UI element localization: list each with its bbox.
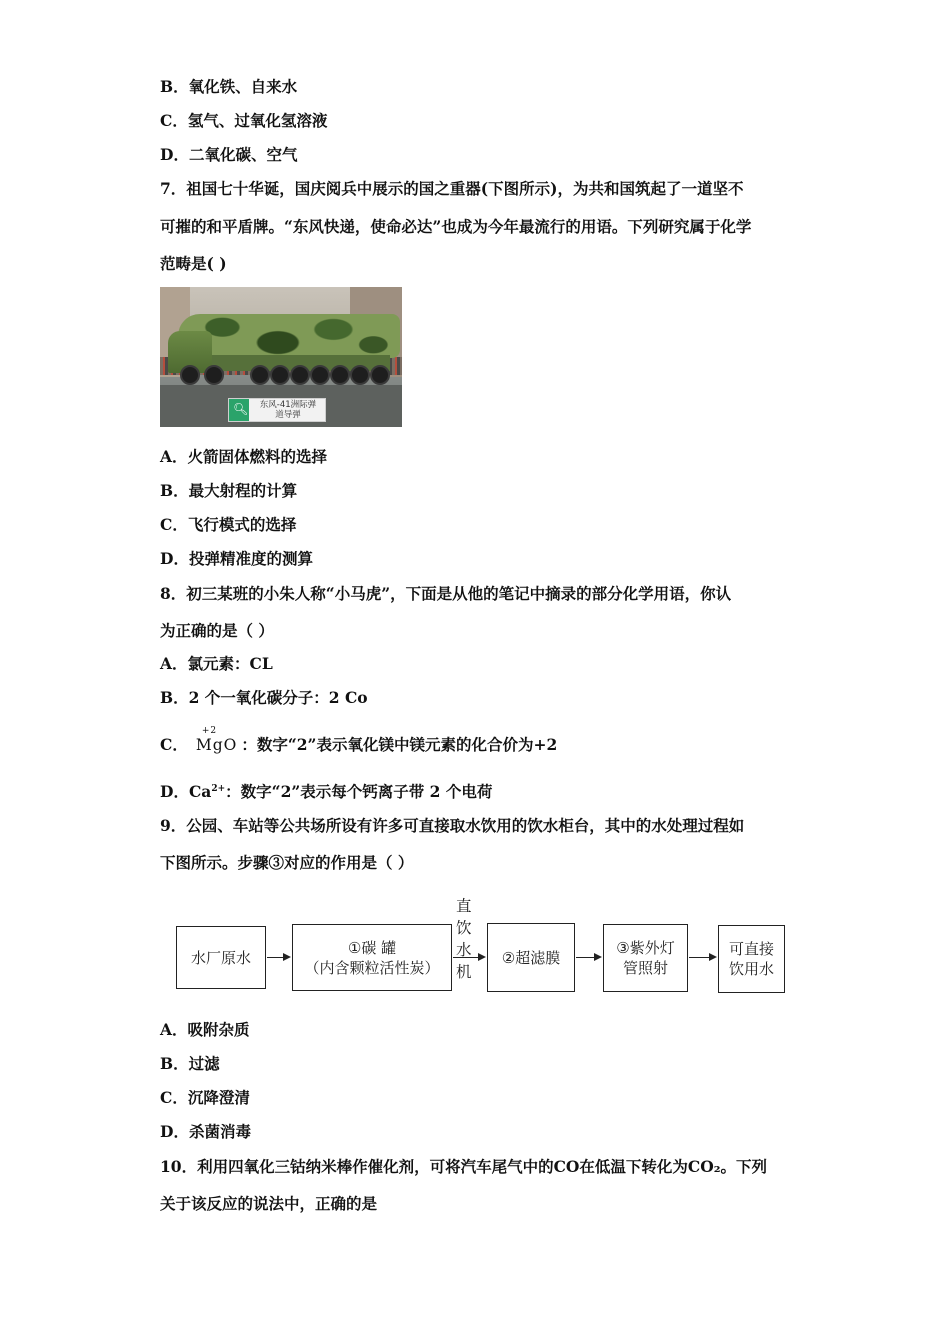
q9-option-c: C．沉降澄清 — [160, 1088, 250, 1107]
box-raw-water: 水厂原水 — [176, 926, 266, 989]
q10-stem-line-1: 10．利用四氧化三钴纳米棒作催化剂，可将汽车尾气中的CO在低温下转化为CO₂。下列 — [160, 1157, 768, 1176]
q9-stem-line-2: 下图所示。步骤③对应的作用是（ ） — [160, 853, 414, 872]
q6-option-d: D．二氧化碳、空气 — [160, 145, 298, 164]
photo-caption: 🔍︎ 东风-41洲际弹 道导弹 — [228, 398, 326, 422]
q8-stem-line-1: 8．初三某班的小朱人称“小马虎”，下面是从他的笔记中摘录的部分化学用语，你认 — [160, 584, 732, 603]
q8-option-d: D．$Ca^{2+}$：数字“2”表示每个钙离子带 2 个电荷 — [160, 782, 493, 801]
box-carbon-tank: ①碳 罐 （内含颗粒活性炭） — [292, 924, 452, 991]
q8-option-c: C． +2 MgO ：数字“2”表示氧化镁中镁元素的化合价为+2 — [160, 726, 558, 754]
arrow-3 — [576, 957, 600, 958]
diagram-title: 直饮水机 — [456, 897, 472, 981]
q7-option-d: D．投弹精准度的测算 — [160, 549, 313, 568]
q8-stem-line-2: 为正确的是（ ） — [160, 621, 274, 640]
arrow-2 — [453, 957, 484, 958]
q8-option-a: A．氯元素：CL — [160, 654, 273, 673]
q9-option-a: A．吸附杂质 — [160, 1020, 250, 1039]
box-drinkable-water: 可直接 饮用水 — [718, 925, 785, 993]
missile-photo — [160, 287, 402, 427]
box-uv-lamp: ③紫外灯 管照射 — [603, 924, 688, 992]
q6-option-b: B．氧化铁、自来水 — [160, 77, 298, 96]
q7-stem-line-1: 7．祖国七十华诞，国庆阅兵中展示的国之重器(下图所示)，为共和国筑起了一道坚不 — [160, 179, 744, 198]
q7-option-a: A．火箭固体燃料的选择 — [160, 447, 328, 466]
arrow-1 — [267, 957, 289, 958]
mgo-formula: +2 MgO — [195, 726, 238, 754]
search-icon: 🔍︎ — [233, 402, 249, 416]
q9-stem-line-1: 9．公园、车站等公共场所设有许多可直接取水饮用的饮水柜台，其中的水处理过程如 — [160, 816, 745, 835]
q7-option-c: C．飞行模式的选择 — [160, 515, 297, 534]
q7-option-b: B．最大射程的计算 — [160, 481, 298, 500]
q9-option-b: B．过滤 — [160, 1054, 220, 1073]
q9-option-d: D．杀菌消毒 — [160, 1122, 251, 1141]
q8-option-b: B．2 个一氧化碳分子：2 Co — [160, 688, 368, 707]
q7-stem-line-2: 可摧的和平盾牌。“东风快递，使命必达”也成为今年最流行的用语。下列研究属于化学 — [160, 217, 752, 236]
box-ultrafiltration: ②超滤膜 — [487, 923, 575, 992]
arrow-4 — [689, 957, 715, 958]
q7-stem-line-3: 范畴是( ) — [160, 254, 227, 273]
q10-stem-line-2: 关于该反应的说法中，正确的是 — [160, 1194, 378, 1213]
q6-option-c: C．氢气、过氧化氢溶液 — [160, 111, 328, 130]
